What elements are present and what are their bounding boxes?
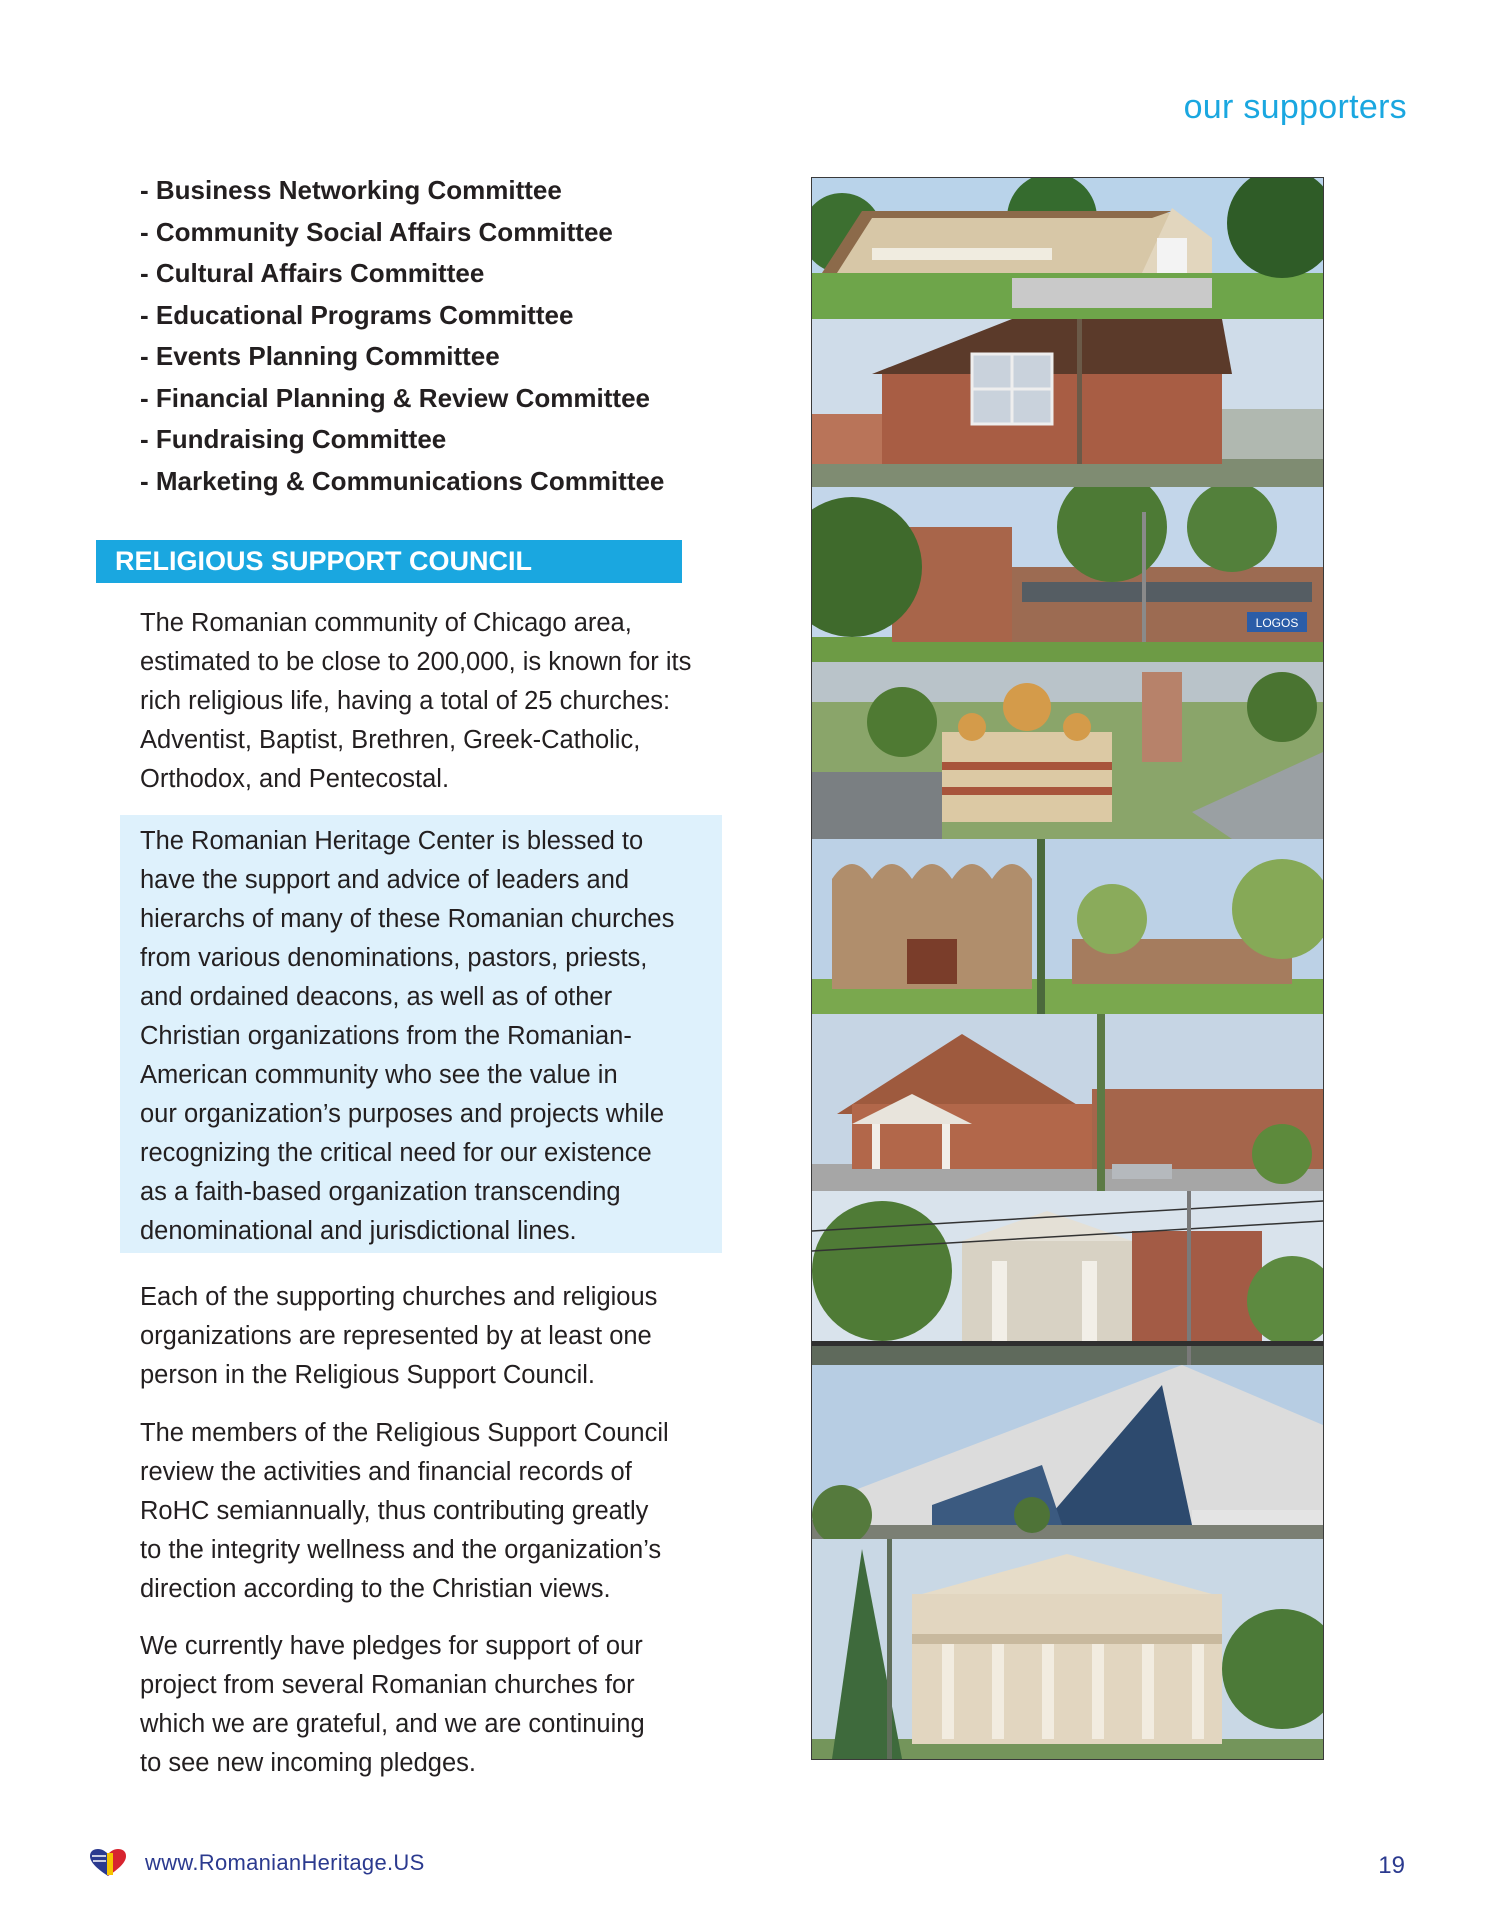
logos-sign: LOGOS [1255,616,1299,630]
list-item: - Cultural Affairs Committee [140,258,485,288]
church-photo [812,319,1323,487]
church-photo [812,1191,1323,1365]
church-photo [812,487,1323,662]
text-line: hierarchs of many of these Romanian churches [140,905,675,933]
text-line: Each of the supporting churches and religious [140,1283,658,1311]
text-line: estimated to be close to 200,000, is known for its [140,648,692,676]
paragraph-members [140,1414,669,1609]
church-photo [812,178,1323,319]
committee-list [140,170,664,502]
text-line: Adventist, Baptist, Brethren, Greek-Catholic, [140,726,641,754]
page-number: 19 [1378,1852,1405,1879]
council-heading: RELIGIOUS SUPPORT COUNCIL [96,540,682,583]
church-photo-strip [811,177,1324,1760]
text-line: We currently have pledges for support of our [140,1632,643,1660]
text-line: denominational and jurisdictional lines. [140,1217,577,1245]
text-line: Orthodox, and Pentecostal. [140,765,450,793]
list-item: - Events Planning Committee [140,341,500,371]
text-line: have the support and advice of leaders and [140,866,630,894]
website-link[interactable]: www.RomanianHeritage.US [145,1850,425,1875]
text-line: Christian organizations from the Romanian- [140,1022,632,1050]
paragraph-community [140,604,691,799]
text-line: RoHC semiannually, thus contributing greatly [140,1497,649,1525]
church-photo [812,1539,1323,1759]
paragraph-support [140,822,674,1251]
text-line: and ordained deacons, as well as of other [140,983,613,1011]
list-item: - Business Networking Committee [140,175,562,205]
text-line: recognizing the critical need for our existence [140,1139,652,1167]
text-line: our organization’s purposes and projects while [140,1100,665,1128]
list-item: - Financial Planning & Review Committee [140,382,650,413]
text-line: The Romanian community of Chicago area, [140,609,632,637]
text-line: from various denominations, pastors, priests, [140,944,648,972]
text-line: The Romanian Heritage Center is blessed to [140,827,644,855]
text-line: to the integrity wellness and the organization’s [140,1536,662,1564]
list-item: - Community Social Affairs Committee [140,216,613,247]
list-item: - Fundraising Committee [140,424,447,454]
list-item: - Marketing & Communications Committee [140,465,665,496]
church-photo [812,662,1323,839]
church-photo [812,839,1323,1014]
text-line: person in the Religious Support Council. [140,1361,596,1389]
paragraph-representation [140,1278,657,1395]
text-line: review the activities and financial records of [140,1458,632,1486]
text-line: organizations are represented by at least one [140,1322,652,1350]
church-photo [812,1365,1323,1539]
heart-flag-icon [88,1848,128,1878]
list-item: - Educational Programs Committee [140,299,574,330]
text-line: American community who see the value in [140,1061,618,1089]
section-title: our supporters [1183,88,1407,126]
text-line: project from several Romanian churches for [140,1671,635,1699]
text-line: which we are grateful, and we are continuing [140,1710,645,1738]
church-photo [812,1014,1323,1191]
text-line: as a faith-based organization transcending [140,1178,621,1206]
text-line: rich religious life, having a total of 25 churches: [140,687,671,715]
paragraph-pledges [140,1627,645,1783]
text-line: The members of the Religious Support Council [140,1419,669,1447]
text-line: direction according to the Christian views. [140,1575,611,1603]
text-line: to see new incoming pledges. [140,1749,476,1777]
